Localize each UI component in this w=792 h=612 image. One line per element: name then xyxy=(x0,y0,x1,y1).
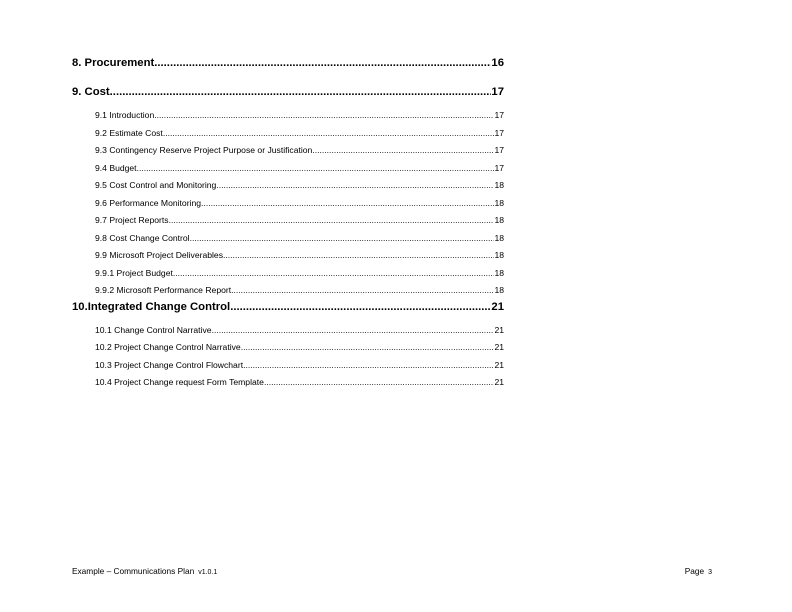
dot-leader xyxy=(163,125,495,143)
toc-subentry-title: 9.9 Microsoft Project Deliverables xyxy=(95,250,223,260)
dot-leader xyxy=(230,300,491,315)
toc-subentry-page: 17 xyxy=(494,162,504,173)
toc-subentry-page: 18 xyxy=(494,232,504,243)
footer-version: v1.0.1 xyxy=(198,569,218,576)
toc-subentry-title: 9.4 Budget xyxy=(95,162,137,173)
toc-subentry-page: 18 xyxy=(494,285,504,295)
dot-leader xyxy=(231,282,494,300)
toc-subentry-title: 9.6 Performance Monitoring xyxy=(95,197,202,208)
toc-entry-page: 21 xyxy=(491,300,504,313)
footer-doc-info xyxy=(72,566,217,576)
toc-subentry-page: 18 xyxy=(494,250,504,260)
footer-page-info xyxy=(685,566,712,576)
toc-subentry-title: 9.5 Cost Control and Monitoring xyxy=(95,180,217,190)
dot-leader xyxy=(243,357,494,375)
dot-leader xyxy=(241,339,495,357)
toc-entry-procurement[interactable] xyxy=(72,56,504,71)
dot-leader xyxy=(201,195,494,213)
toc-subentry[interactable] xyxy=(72,339,504,357)
toc-subentry[interactable] xyxy=(72,125,504,143)
footer-page-number: 3 xyxy=(708,569,712,576)
toc-subentry[interactable] xyxy=(72,195,504,213)
toc-entry-title: 9. Cost xyxy=(72,86,110,98)
toc-subentry[interactable] xyxy=(72,374,504,392)
toc-subentry-title: 10.2 Project Change Control Narrative xyxy=(95,342,241,352)
toc-subentry-page: 21 xyxy=(494,359,504,370)
toc-entry-page: 17 xyxy=(491,86,504,98)
toc-subentry-page: 18 xyxy=(494,267,504,278)
toc-subentry-title: 9.9.2 Microsoft Performance Report xyxy=(95,285,232,295)
toc-subentry-title: 9.8 Cost Change Control xyxy=(95,232,190,243)
toc-subentry-title: 10.3 Project Change Control Flowchart xyxy=(95,359,244,370)
toc-subentry-title: 10.1 Change Control Narrative xyxy=(95,324,212,335)
dot-leader xyxy=(216,177,494,195)
table-of-contents xyxy=(72,56,504,392)
dot-leader xyxy=(154,107,494,125)
dot-leader xyxy=(223,247,494,265)
toc-subentry-page: 17 xyxy=(494,145,504,155)
toc-subentry-page: 17 xyxy=(494,110,504,120)
dot-leader xyxy=(264,374,494,392)
toc-subentry[interactable] xyxy=(72,357,504,375)
toc-subentry-page: 21 xyxy=(494,377,504,387)
toc-entry-cost[interactable] xyxy=(72,85,504,100)
toc-subentry[interactable] xyxy=(72,107,504,125)
toc-subentry-title: 9.7 Project Reports xyxy=(95,215,169,225)
toc-subentry[interactable] xyxy=(72,230,504,248)
toc-subentry-title: 10.4 Project Change request Form Template xyxy=(95,377,264,387)
toc-entry-title: 10.Integrated Change Control xyxy=(72,300,231,313)
toc-entry-page: 16 xyxy=(491,57,504,69)
toc-subentry-page: 21 xyxy=(494,324,504,335)
toc-entry-title: 8. Procurement xyxy=(72,57,155,69)
toc-entry-integrated-change-control[interactable] xyxy=(72,300,504,315)
toc-subentry-page: 18 xyxy=(494,215,504,225)
toc-subentry-page: 18 xyxy=(494,180,504,190)
dot-leader xyxy=(212,322,495,340)
dot-leader xyxy=(137,160,495,178)
footer-doc-title: Example – Communications Plan xyxy=(72,566,195,576)
dot-leader xyxy=(154,56,491,71)
dot-leader xyxy=(312,142,494,160)
toc-subentry[interactable] xyxy=(72,247,504,265)
toc-subentry[interactable] xyxy=(72,322,504,340)
toc-subentry[interactable] xyxy=(72,212,504,230)
toc-subentry[interactable] xyxy=(72,282,504,300)
dot-leader xyxy=(110,85,492,100)
toc-subentry[interactable] xyxy=(72,160,504,178)
toc-subentry-page: 21 xyxy=(494,342,504,352)
toc-subentry[interactable] xyxy=(72,265,504,283)
toc-subentry[interactable] xyxy=(72,142,504,160)
toc-subentry-title: 9.2 Estimate Cost xyxy=(95,127,163,138)
page-footer xyxy=(72,566,712,576)
dot-leader xyxy=(190,230,495,248)
toc-subentry-title: 9.3 Contingency Reserve Project Purpose or Justification xyxy=(95,145,313,155)
dot-leader xyxy=(169,212,495,230)
toc-subentry-title: 9.1 Introduction xyxy=(95,110,155,120)
toc-subentry[interactable] xyxy=(72,177,504,195)
footer-page-label: Page xyxy=(684,566,705,576)
toc-subentry-page: 17 xyxy=(494,127,504,138)
dot-leader xyxy=(173,265,495,283)
toc-subentry-title: 9.9.1 Project Budget xyxy=(95,267,173,278)
toc-subentry-page: 18 xyxy=(494,197,504,208)
